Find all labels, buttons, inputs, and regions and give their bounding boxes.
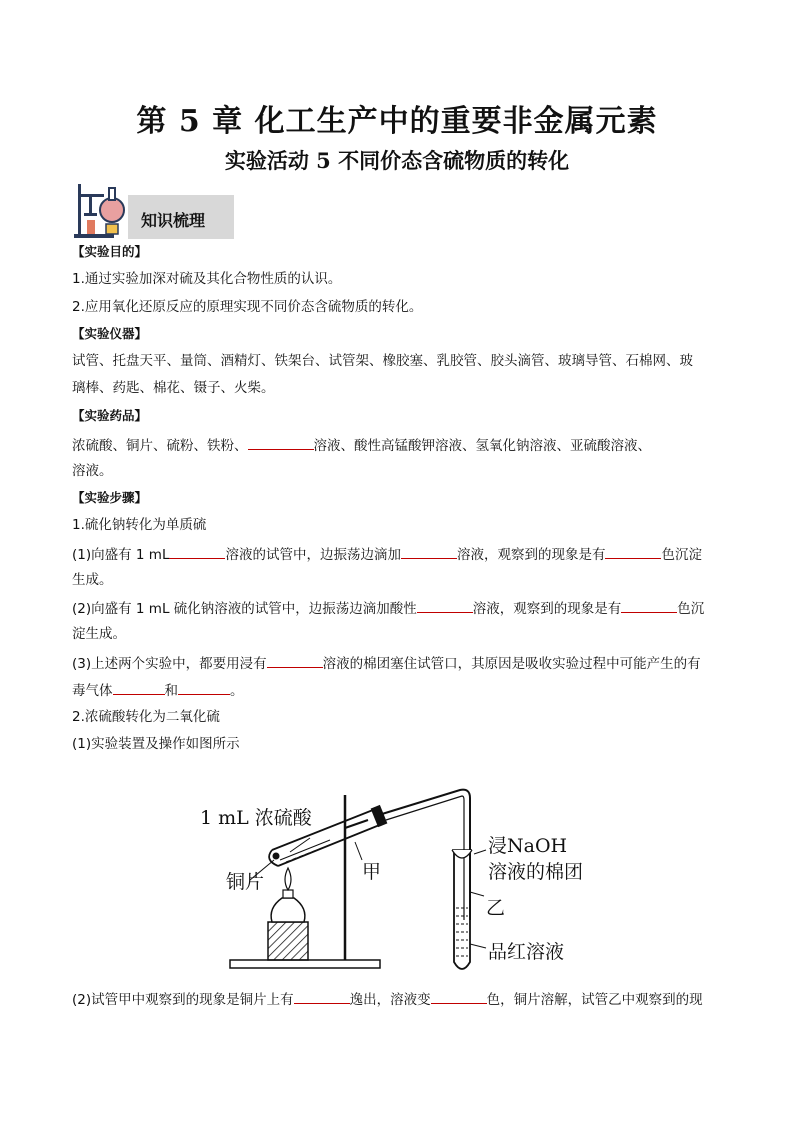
step-1-heading: 1.硫化钠转化为单质硫 xyxy=(72,517,207,533)
badge-label: 知识梳理 xyxy=(141,211,206,230)
section-steps: 【实验步骤】 xyxy=(72,490,148,505)
section-reagents: 【实验药品】 xyxy=(72,408,148,423)
step-1-1-line-2: 生成。 xyxy=(72,572,113,588)
step-1-3-line-2: 毒气体 和 。 xyxy=(72,679,732,701)
step-1-2-line-1: (2)向盛有 1 mL 硫化钠溶液的试管中，边振荡边滴加酸性 溶液，观察到的现象是有 色沉 xyxy=(72,597,732,619)
step-2-heading: 2.浓硫酸转化为二氧化硫 xyxy=(72,709,220,725)
alcohol-lamp xyxy=(271,898,305,922)
step-2-2-line-1: (2)试管甲中观察到的现象是铜片上有 逸出，溶液变 色，铜片溶解，试管乙中观察到的现 xyxy=(72,988,732,1010)
section-purpose: 【实验目的】 xyxy=(72,244,148,259)
fill-blank[interactable] xyxy=(401,543,457,559)
step-2-1: (1)实验装置及操作如图所示 xyxy=(72,736,240,752)
step-1-1-line-1: (1)向盛有 1 mL 溶液的试管中，边振荡边滴加 溶液，观察到的现象是有 色沉淀 xyxy=(72,543,732,565)
instruments-line-1: 试管、托盘天平、量筒、酒精灯、铁架台、试管架、橡胶塞、乳胶管、胶头滴管、玻璃导管、石棉网、玻 xyxy=(72,353,693,369)
fill-blank[interactable] xyxy=(169,543,225,559)
label-tube-jia: 甲 xyxy=(362,861,382,883)
section-badge xyxy=(128,195,234,239)
fill-blank[interactable] xyxy=(417,597,473,613)
burner-block xyxy=(268,922,308,960)
section-instruments: 【实验仪器】 xyxy=(72,326,148,341)
apparatus-figure xyxy=(190,780,610,980)
chapter-title: 第 5 章 化工生产中的重要非金属元素 xyxy=(136,104,658,139)
label-magenta-solution: 品红溶液 xyxy=(488,941,565,963)
fill-blank[interactable] xyxy=(248,434,314,450)
fill-blank[interactable] xyxy=(113,679,165,695)
reagents-line-1: 浓硫酸、铜片、硫粉、铁粉、 溶液、酸性高锰酸钾溶液、氢氧化钠溶液、亚硫酸溶液、 xyxy=(72,434,732,456)
purpose-item-2: 2.应用氧化还原反应的原理实现不同价态含硫物质的转化。 xyxy=(72,299,423,315)
fill-blank[interactable] xyxy=(294,988,350,1004)
fill-blank[interactable] xyxy=(605,543,661,559)
lab-apparatus-icon xyxy=(72,180,132,242)
label-naoh-cotton-2: 溶液的棉团 xyxy=(488,861,584,883)
flame-icon xyxy=(285,868,291,890)
instruments-line-2: 璃棒、药匙、棉花、镊子、火柴。 xyxy=(72,380,275,396)
fill-blank[interactable] xyxy=(178,679,230,695)
label-tube-yi: 乙 xyxy=(486,897,506,919)
stand-base xyxy=(230,960,380,968)
label-copper: 铜片 xyxy=(226,871,265,893)
label-naoh-cotton-1: 浸NaOH xyxy=(488,835,568,857)
reagents-line-2: 溶液。 xyxy=(72,463,113,479)
purpose-item-1: 1.通过实验加深对硫及其化合物性质的认识。 xyxy=(72,271,342,287)
fill-blank[interactable] xyxy=(267,652,323,668)
label-concentrated-acid: 1 mL 浓硫酸 xyxy=(200,807,312,829)
step-1-2-line-2: 淀生成。 xyxy=(72,626,126,642)
activity-subtitle: 实验活动 5 不同价态含硫物质的转化 xyxy=(224,148,570,173)
fill-blank[interactable] xyxy=(431,988,487,1004)
step-1-3-line-1: (3)上述两个实验中，都要用浸有 溶液的棉团塞住试管口，其原因是吸收实验过程中可能产生的有 xyxy=(72,652,732,674)
fill-blank[interactable] xyxy=(621,597,677,613)
